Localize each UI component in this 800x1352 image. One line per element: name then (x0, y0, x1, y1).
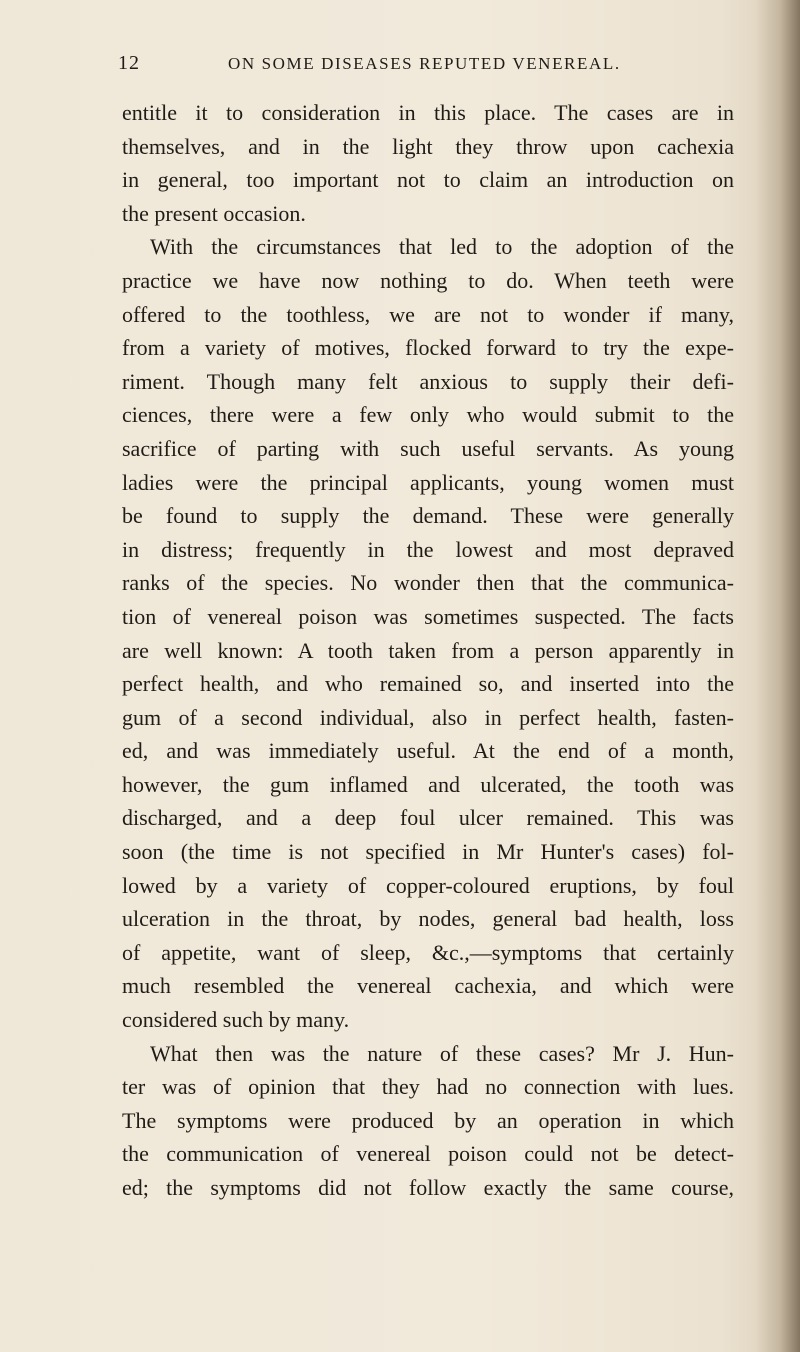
text-line: sacrifice of parting with such useful servants. As young (122, 435, 734, 461)
running-head (118, 52, 738, 82)
text-line: the present occasion. (122, 200, 306, 226)
body-text (122, 96, 734, 1205)
text-line: tion of venereal poison was sometimes suspected. The facts (122, 603, 734, 629)
text-line: soon (the time is not specified in Mr Hunter's cases) fol- (122, 839, 734, 865)
text-line: the communication of venereal poison could not be detect- (122, 1141, 734, 1167)
text-line: What then was the nature of these cases? Mr J. Hun- (150, 1040, 734, 1066)
text-line: ulceration in the throat, by nodes, general bad health, loss (122, 906, 734, 932)
text-line: riment. Though many felt anxious to supply their defi- (122, 368, 734, 394)
text-line: practice we have now nothing to do. When teeth were (122, 267, 734, 293)
text-line: ed; the symptoms did not follow exactly the same course, (122, 1175, 734, 1200)
text-line: gum of a second individual, also in perfect health, fasten- (122, 704, 734, 730)
text-line: ed, and was immediately useful. At the end of a month, (122, 738, 734, 764)
running-title: ON SOME DISEASES REPUTED VENEREAL. (228, 54, 621, 73)
spine-shadow (756, 0, 800, 1352)
text-line: much resembled the venereal cachexia, and which were (122, 973, 734, 999)
text-line: With the circumstances that led to the adoption of the (150, 234, 734, 260)
text-line: however, the gum inflamed and ulcerated, the tooth was (122, 771, 734, 797)
text-line: be found to supply the demand. These were generally (122, 503, 734, 529)
text-line: from a variety of motives, flocked forward to try the expe- (122, 335, 734, 361)
text-line: of appetite, want of sleep, &c.,—symptoms that certainly (122, 939, 734, 965)
text-line: considered such by many. (122, 1007, 350, 1033)
text-line: ladies were the principal applicants, young women must (122, 469, 734, 495)
text-line: are well known: A tooth taken from a person apparently in (122, 637, 734, 663)
text-line: in distress; frequently in the lowest and most depraved (122, 536, 734, 562)
page-number: 12 (118, 52, 140, 74)
text-line: perfect health, and who remained so, and inserted into the (122, 671, 734, 697)
text-line: themselves, and in the light they throw upon cachexia (122, 133, 734, 159)
text-line: discharged, and a deep foul ulcer remained. This was (122, 805, 734, 831)
text-line: offered to the toothless, we are not to wonder if many, (122, 301, 734, 327)
text-line: ciences, there were a few only who would submit to the (122, 402, 734, 428)
text-line: entitle it to consideration in this place. The cases are in (122, 100, 734, 125)
text-line: ter was of opinion that they had no connection with lues. (122, 1074, 734, 1100)
text-line: The symptoms were produced by an operation in which (122, 1107, 734, 1133)
text-line: in general, too important not to claim an introduction on (122, 167, 734, 193)
text-line: lowed by a variety of copper-coloured eruptions, by foul (122, 872, 734, 898)
text-line: ranks of the species. No wonder then that the communica- (122, 570, 734, 596)
